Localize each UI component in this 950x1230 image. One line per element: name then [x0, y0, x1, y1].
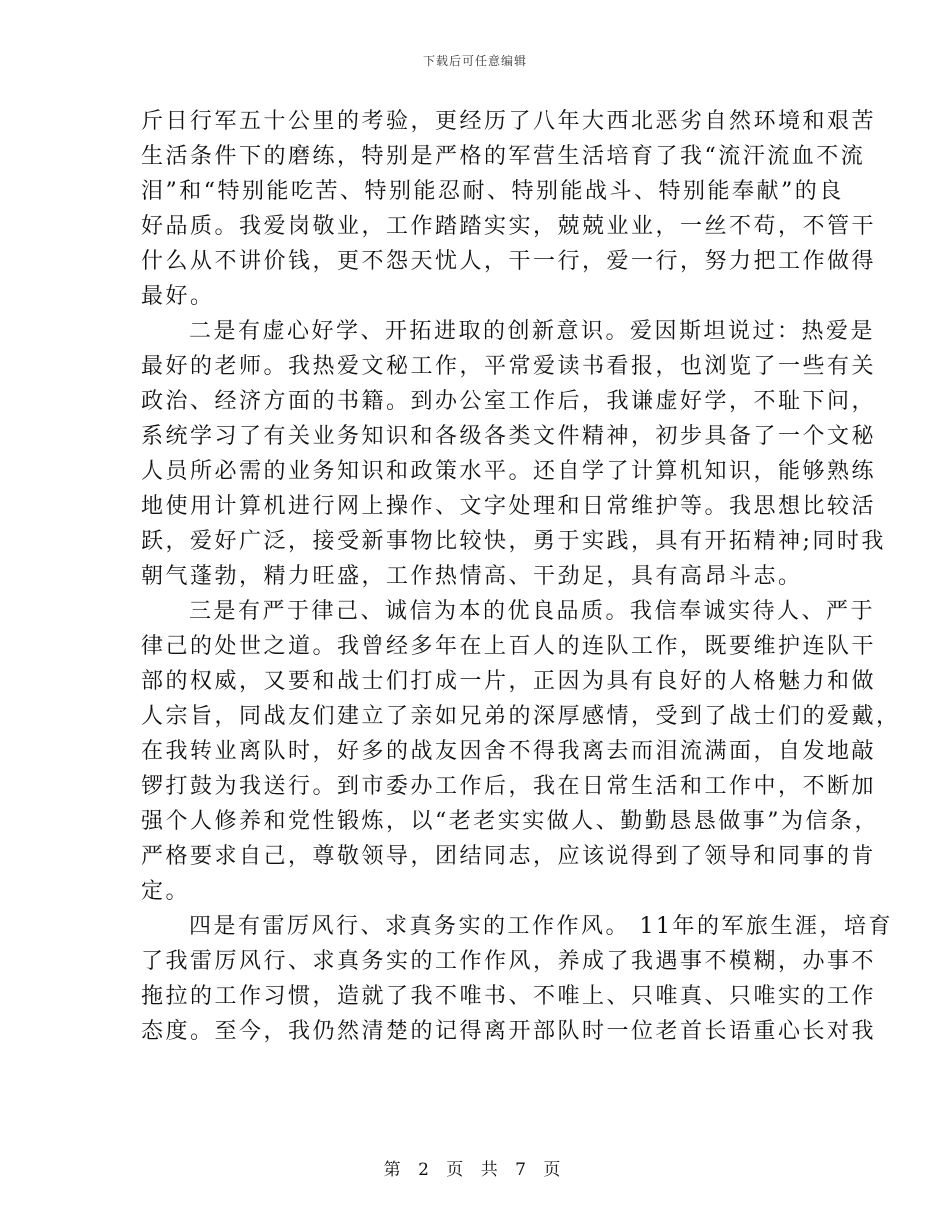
paragraph-first-line: 三是有严于律己、诚信为本的优良品质。我信奉诚实待人、严于: [189, 599, 876, 624]
text-line: 生活条件下的磨练，特别是严格的军营生活培育了我“流汗流血不流: [141, 144, 866, 169]
text-line: 什么从不讲价钱，更不怨天忧人，干一行，爱一行，努力把工作做得: [141, 249, 877, 274]
text-line: 系统学习了有关业务知识和各级各类文件精神，初步具备了一个文秘: [141, 424, 877, 449]
paragraph-first-line: 四是有雷厉风行、求真务实的工作作风。 11年的军旅生涯，培育: [189, 914, 893, 939]
text-line: 了我雷厉风行、求真务实的工作作风，养成了我遇事不模糊，办事不: [141, 949, 877, 974]
text-line: 人宗旨，同战友们建立了亲如兄弟的深厚感情，受到了战士们的爱戴，: [141, 704, 901, 729]
text-line: 态度。至今，我仍然清楚的记得离开部队时一位老首长语重心长对我: [141, 1019, 877, 1044]
text-line: 政治、经济方面的书籍。到办公室工作后，我谦虚好学，不耻下问，: [141, 389, 877, 414]
text-line: 地使用计算机进行网上操作、文字处理和日常维护等。我思想比较活: [141, 494, 877, 519]
paragraph-first-line: 二是有虚心好学、开拓进取的创新意识。爱因斯坦说过：热爱是: [189, 319, 876, 344]
text-line: 最好的老师。我热爱文秘工作，平常爱读书看报，也浏览了一些有关: [141, 354, 877, 379]
text-line: 最好。: [141, 284, 215, 309]
text-line: 泪”和“特别能吃苦、特别能忍耐、特别能战斗、特别能奉献”的良: [141, 179, 844, 204]
text-line: 人员所必需的业务知识和政策水平。还自学了计算机知识，能够熟练: [141, 459, 877, 484]
text-line: 拖拉的工作习惯，造就了我不唯书、不唯上、只唯真、只唯实的工作: [141, 984, 877, 1009]
text-line: 强个人修养和党性锻炼，以“老老实实做人、勤勤恳恳做事”为信条，: [141, 809, 879, 834]
text-line: 朝气蓬勃，精力旺盛，工作热情高、干劲足，具有高昂斗志。: [141, 564, 803, 589]
text-line: 斤日行军五十公里的考验，更经历了八年大西北恶劣自然环境和艰苦: [141, 109, 877, 134]
text-line: 严格要求自己，尊敬领导，团结同志，应该说得到了领导和同事的肯: [141, 844, 877, 869]
text-line: 好品质。我爱岗敬业，工作踏踏实实，兢兢业业，一丝不苟，不管干: [141, 214, 877, 239]
text-line: 定。: [141, 879, 191, 904]
page-header: 下载后可任意编辑: [422, 54, 527, 68]
text-line: 律己的处世之道。我曾经多年在上百人的连队工作，既要维护连队干: [141, 634, 877, 659]
document-body: [141, 104, 901, 1049]
text-line: 跃，爱好广泛，接受新事物比较快，勇于实践，具有开拓精神;同时我: [141, 529, 886, 554]
text-line: 部的权威，又要和战士们打成一片，正因为具有良好的人格魅力和做: [141, 669, 877, 694]
text-line: 在我转业离队时，好多的战友因舍不得我离去而泪流满面，自发地敲: [141, 739, 877, 764]
text-line: 锣打鼓为我送行。到市委办工作后，我在日常生活和工作中，不断加: [141, 774, 877, 799]
page-number-footer: 第 2 页 共 7 页: [383, 1160, 567, 1180]
